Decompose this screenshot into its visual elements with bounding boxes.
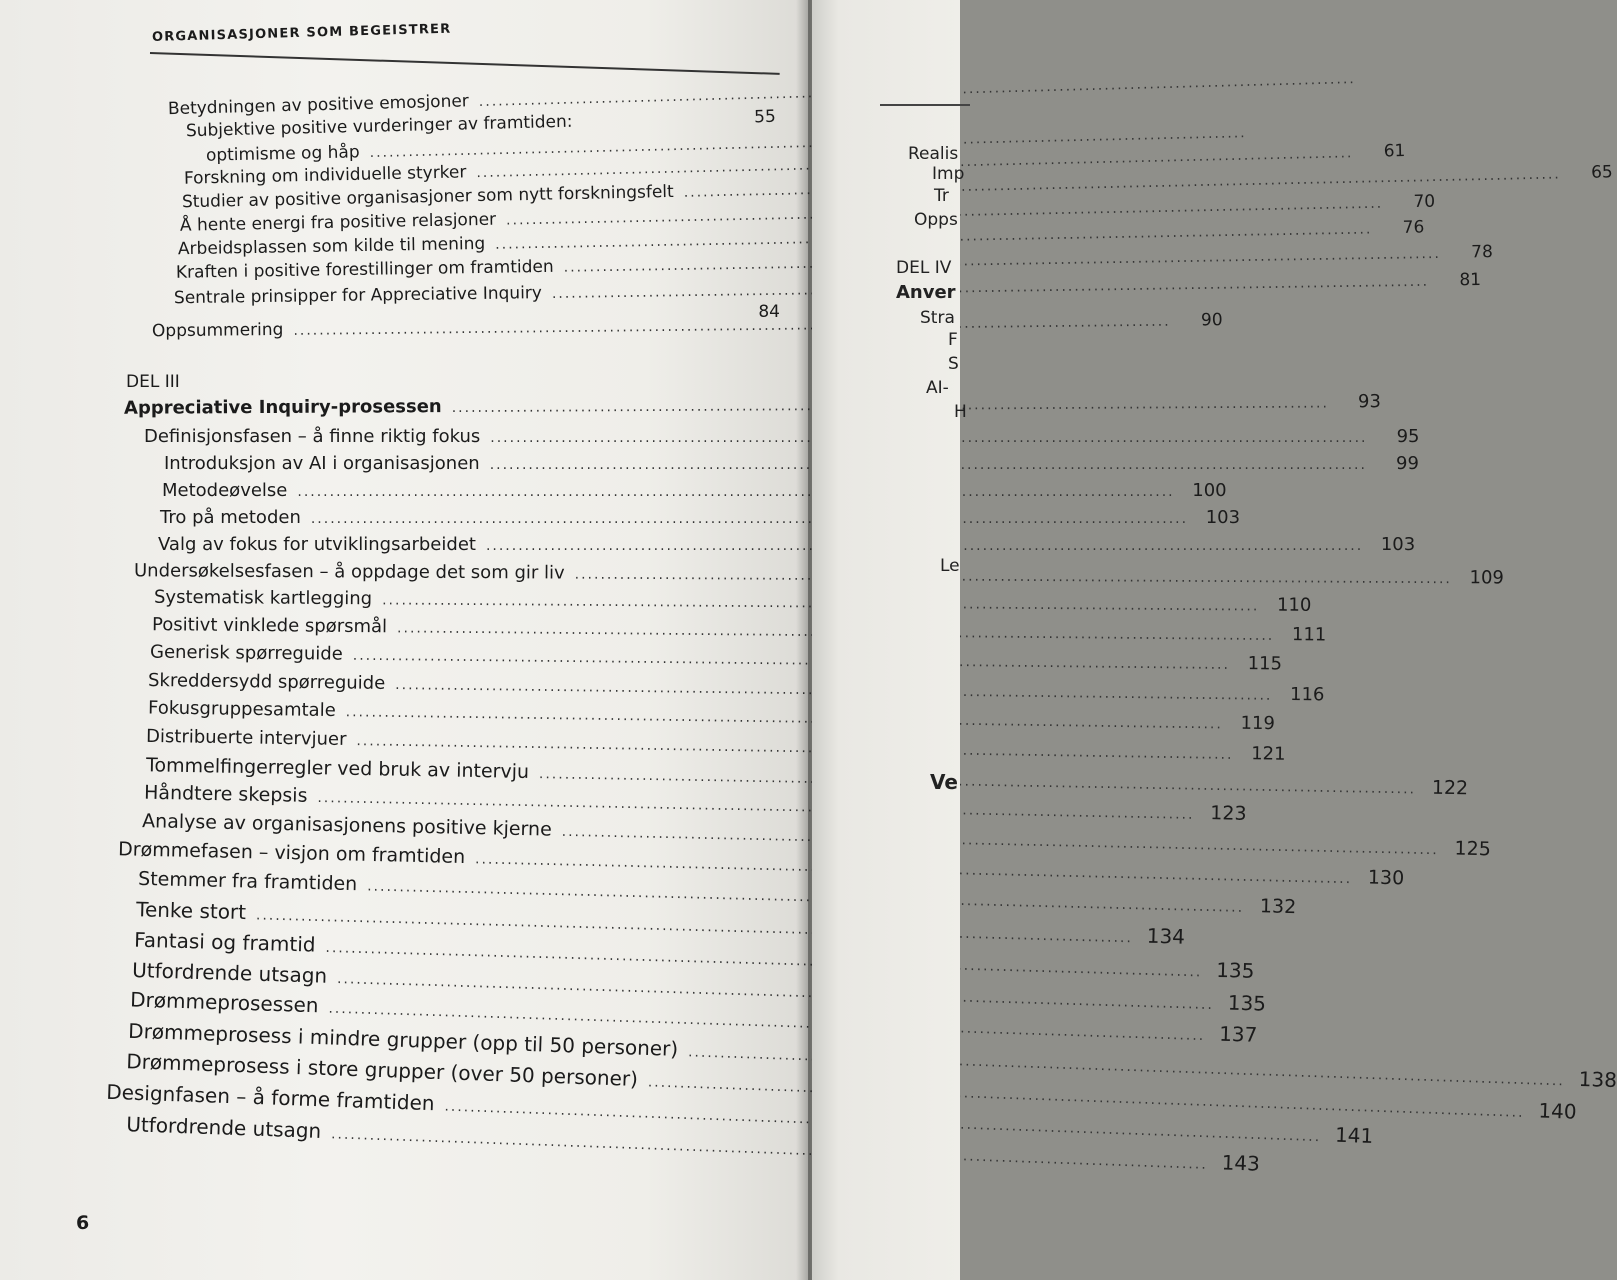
toc-entry: Designfasen – å forme framtiden ..... 141	[106, 1080, 809, 1134]
toc-entry: Stemmer fra framtiden ..... 132	[138, 868, 809, 914]
right-page-rule	[880, 104, 970, 106]
right-page-fragment: Ve	[930, 770, 958, 794]
toc-page-number: 84	[758, 302, 780, 322]
toc-entry: Sentrale prinsipper for Appreciative Inquiry ..... 81	[174, 280, 780, 318]
part-title-entry: Appreciative Inquiry-prosessen ..... 93	[124, 394, 790, 427]
running-head: ORGANISASJONER SOM BEGEISTRER	[151, 21, 452, 45]
right-page-fragment: Imp	[932, 164, 965, 184]
right-page-fragment: Le	[940, 556, 960, 576]
toc-entry: Arbeidsplassen som kilde til mening ..... 76	[178, 229, 780, 270]
toc-entry: Fantasi og framtid ..... 135	[134, 928, 809, 977]
toc-entry: Subjektive positive vurderinger av framtiden: 55	[185, 106, 777, 142]
toc-entry: Tro på metoden ..... 103	[160, 507, 790, 537]
right-page-fragment: Realis	[908, 144, 959, 164]
toc-entry: Positivt vinklede spørsmål ..... 111	[152, 614, 796, 650]
right-page-fragment: Opps	[914, 210, 958, 230]
toc-entry: Distribuerte intervjuer ..... 121	[146, 726, 800, 766]
right-page-fragment: Anver	[896, 282, 956, 303]
right-page-fragment: F	[948, 330, 958, 350]
toc-entry: Studier av positive organisasjoner som nytt forskningsfelt ..... 65	[182, 180, 778, 222]
toc-entry: Drømmeprosessen ..... 137	[130, 987, 809, 1038]
toc-entry: Drømmeprosess i mindre grupper (opp til 50 personer) ..... 138	[128, 1019, 809, 1072]
right-page-fragment: H	[954, 402, 967, 422]
toc-entry: Skreddersydd spørreguide ..... 116	[148, 670, 798, 708]
right-page-fragment: Stra	[920, 308, 955, 328]
toc-entry: Drømmefasen – visjon om framtiden ..... 130	[118, 838, 807, 884]
toc-entry: Betydningen av positive emosjoner .....	[168, 85, 715, 129]
toc-entry: Undersøkelsesfasen – å oppdage det som gir liv ..... 109	[134, 560, 794, 593]
toc-entry: optimisme og håp .....	[206, 134, 715, 176]
toc-entry: Å hente energi fra positive relasjoner ..... 70	[180, 204, 778, 245]
right-page-fragment: S	[948, 354, 959, 374]
right-page-fragment: AI-	[926, 378, 949, 398]
right-page-fragment: Tr	[934, 186, 949, 206]
part-label: DEL III	[126, 372, 180, 392]
right-page-fragment: DEL IV	[896, 258, 952, 278]
toc-entry: Fokusgruppesamtale ..... 119	[148, 697, 798, 736]
toc-entry: Drømmeprosess i store grupper (over 50 personer) ..... 140	[126, 1049, 809, 1103]
toc-entry: Analyse av organisasjonens positive kjerne ..... 125	[142, 810, 804, 854]
toc-entry: Generisk spørreguide ..... 115	[150, 642, 796, 679]
toc-entry: Introduksjon av AI i organisasjonen ..... 99	[164, 453, 790, 483]
page-number: 6	[76, 1212, 90, 1234]
toc-entry: Definisjonsfasen – å finne riktig fokus ..... 95	[144, 426, 790, 456]
toc-entry: Metodeøvelse ..... 100	[162, 480, 790, 510]
toc-entry: Utfordrende utsagn ..... 135	[132, 958, 809, 1008]
toc-entry: Tommelfingerregler ved bruk av intervju ..... 122	[146, 754, 802, 795]
toc-entry: Tenke stort ..... 134	[136, 897, 809, 945]
toc-entry: Kraften i positive forestillinger om framtiden ..... 78	[176, 253, 780, 292]
toc-entry: Forskning om individuelle styrker ..... 61	[184, 155, 779, 198]
toc-entry: Håndtere skepsis ..... 123	[144, 782, 802, 825]
toc-entry: Utfordrende utsagn ..... 143	[126, 1112, 809, 1166]
toc-entry: Oppsummering ..... 90	[152, 315, 782, 352]
toc-entry: Systematisk kartlegging ..... 110	[154, 587, 794, 621]
toc-entry: Valg av fokus for utviklingsarbeidet ..... 103	[158, 534, 790, 564]
